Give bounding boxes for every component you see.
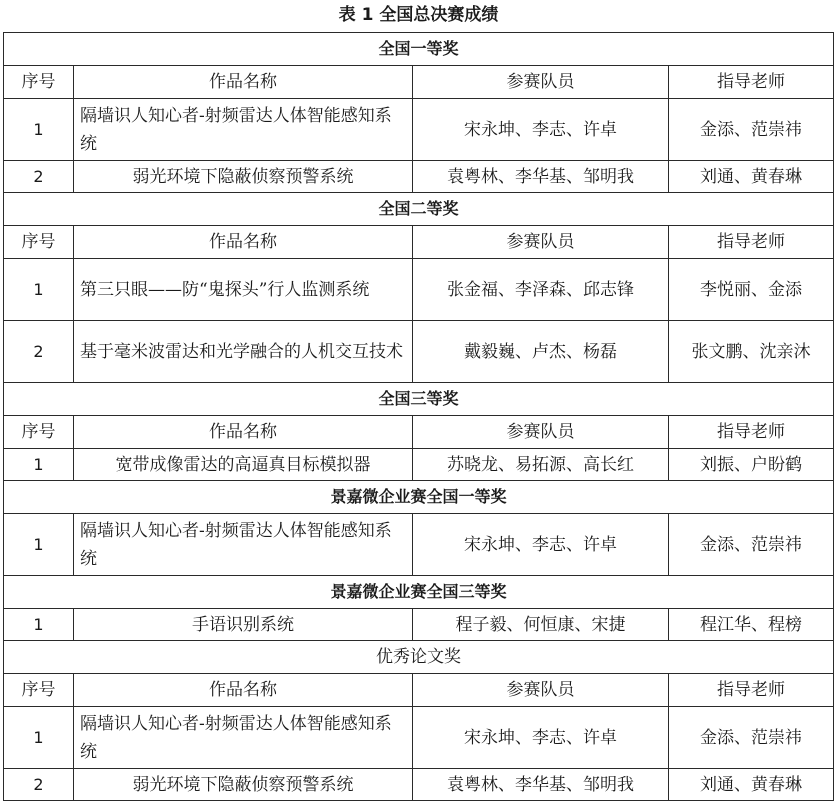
- header-title: 作品名称: [74, 674, 413, 707]
- row-no: 1: [4, 609, 74, 641]
- header-title: 作品名称: [74, 226, 413, 259]
- row-no: 2: [4, 161, 74, 193]
- section-heading: 景嘉微企业赛全国三等奖: [4, 576, 834, 609]
- row-title: 手语识别系统: [74, 609, 413, 641]
- row-advisor: 金添、范崇祎: [669, 707, 834, 769]
- section-heading-row: [4, 481, 834, 514]
- row-team: 宋永坤、李志、许卓: [413, 514, 669, 576]
- row-title: 弱光环境下隐蔽侦察预警系统: [74, 161, 413, 193]
- header-title: 作品名称: [74, 416, 413, 449]
- header-advisor: 指导老师: [669, 226, 834, 259]
- header-title: 作品名称: [74, 66, 413, 99]
- column-header-row: [4, 674, 834, 707]
- table-row: [4, 161, 834, 193]
- header-advisor: 指导老师: [669, 416, 834, 449]
- row-title: 弱光环境下隐蔽侦察预警系统: [74, 769, 413, 801]
- row-no: 1: [4, 449, 74, 481]
- header-advisor: 指导老师: [669, 66, 834, 99]
- row-title-text: 第三只眼——防“鬼探头”行人监测系统: [80, 279, 370, 300]
- header-no: 序号: [4, 674, 74, 707]
- header-team: 参赛队员: [413, 674, 669, 707]
- section-heading-row: [4, 383, 834, 416]
- header-no: 序号: [4, 66, 74, 99]
- section-heading: 优秀论文奖: [4, 641, 834, 674]
- row-title: [74, 99, 413, 161]
- table-row: [4, 707, 834, 769]
- row-team: 戴毅巍、卢杰、杨磊: [413, 321, 669, 383]
- table-row: [4, 449, 834, 481]
- row-no: 1: [4, 707, 74, 769]
- column-header-row: [4, 416, 834, 449]
- row-advisor: 李悦丽、金添: [669, 259, 834, 321]
- header-no: 序号: [4, 226, 74, 259]
- row-title: [74, 321, 413, 383]
- row-advisor: 金添、范崇祎: [669, 514, 834, 576]
- header-team: 参赛队员: [413, 226, 669, 259]
- section-heading-row: [4, 33, 834, 66]
- results-table: [3, 32, 834, 801]
- header-advisor: 指导老师: [669, 674, 834, 707]
- row-team: 程子毅、何恒康、宋捷: [413, 609, 669, 641]
- row-title-text: 隔墙识人知心者-射频雷达人体智能感知系统: [80, 713, 392, 762]
- row-team: 张金福、李泽森、邱志锋: [413, 259, 669, 321]
- table-caption: 表 1 全国总决赛成绩: [338, 5, 499, 25]
- section-heading: 全国一等奖: [4, 33, 834, 66]
- header-no: 序号: [4, 416, 74, 449]
- table-row: [4, 99, 834, 161]
- row-title: [74, 707, 413, 769]
- row-no: 1: [4, 259, 74, 321]
- row-advisor: 程江华、程榜: [669, 609, 834, 641]
- row-title: 宽带成像雷达的高逼真目标模拟器: [74, 449, 413, 481]
- row-advisor: 刘通、黄春琳: [669, 161, 834, 193]
- row-team: 宋永坤、李志、许卓: [413, 707, 669, 769]
- row-title: [74, 259, 413, 321]
- table-row: [4, 514, 834, 576]
- header-team: 参赛队员: [413, 416, 669, 449]
- row-no: 2: [4, 769, 74, 801]
- section-heading-row: [4, 193, 834, 226]
- row-title-text: 隔墙识人知心者-射频雷达人体智能感知系统: [80, 105, 392, 154]
- row-title-text: 隔墙识人知心者-射频雷达人体智能感知系统: [80, 520, 392, 569]
- table-row: [4, 321, 834, 383]
- row-advisor: 金添、范崇祎: [669, 99, 834, 161]
- row-no: 1: [4, 514, 74, 576]
- row-team: 袁粤林、李华基、邹明我: [413, 769, 669, 801]
- section-heading-row: [4, 576, 834, 609]
- row-no: 1: [4, 99, 74, 161]
- row-team: 宋永坤、李志、许卓: [413, 99, 669, 161]
- table-row: [4, 259, 834, 321]
- section-heading-row: [4, 641, 834, 674]
- column-header-row: [4, 226, 834, 259]
- section-heading: 全国三等奖: [4, 383, 834, 416]
- row-advisor: 刘振、户盼鹤: [669, 449, 834, 481]
- row-team: 苏晓龙、易拓源、高长红: [413, 449, 669, 481]
- section-heading: 全国二等奖: [4, 193, 834, 226]
- row-title-text: 基于毫米波雷达和光学融合的人机交互技术: [80, 341, 403, 362]
- row-no: 2: [4, 321, 74, 383]
- row-title: [74, 514, 413, 576]
- row-advisor: 刘通、黄春琳: [669, 769, 834, 801]
- table-row: [4, 609, 834, 641]
- table-row: [4, 769, 834, 801]
- row-team: 袁粤林、李华基、邹明我: [413, 161, 669, 193]
- header-team: 参赛队员: [413, 66, 669, 99]
- row-advisor: 张文鹏、沈亲沐: [669, 321, 834, 383]
- section-heading: 景嘉微企业赛全国一等奖: [4, 481, 834, 514]
- column-header-row: [4, 66, 834, 99]
